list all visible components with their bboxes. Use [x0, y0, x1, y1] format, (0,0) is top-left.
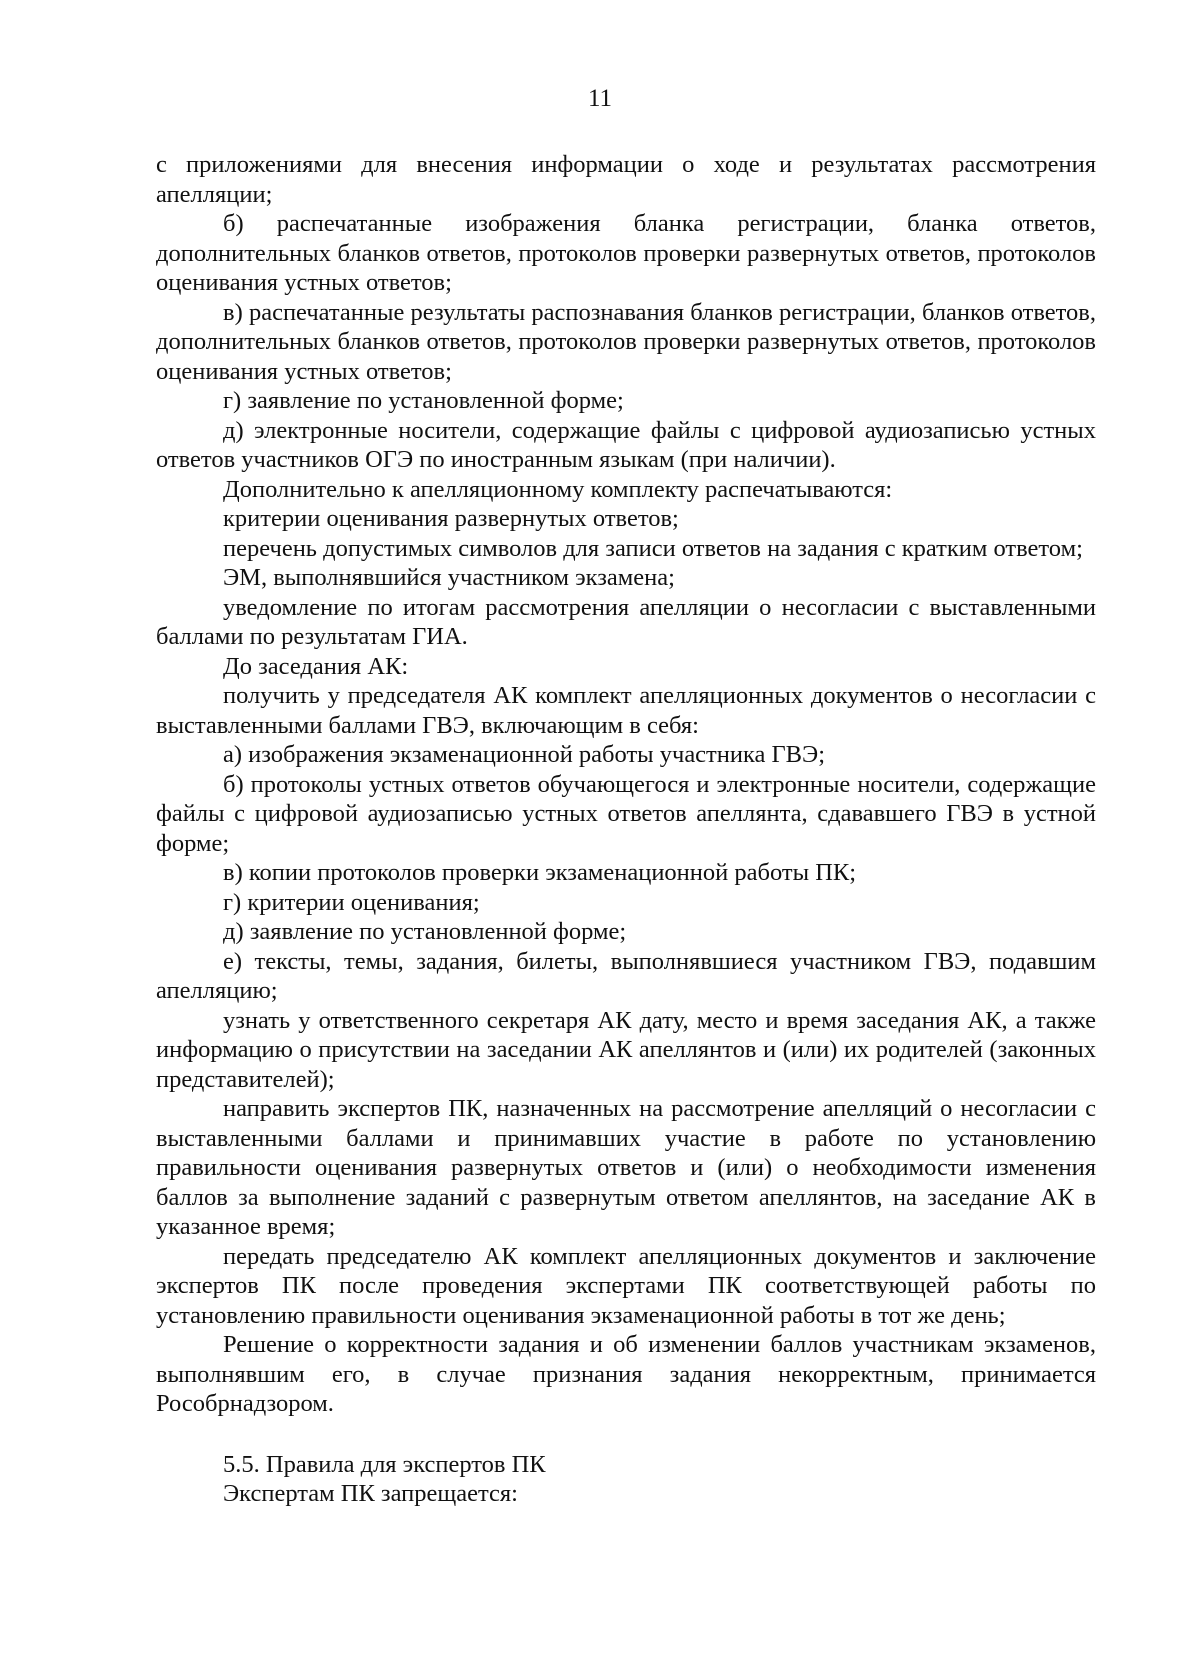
section-heading: 5.5. Правила для экспертов ПК	[223, 1450, 546, 1478]
paragraph: Экспертам ПК запрещается:	[223, 1480, 518, 1507]
paragraph: перечень допустимых символов для записи ответов на задания с кратким ответом;	[223, 534, 1083, 562]
paragraph: ЭМ, выполнявшийся участником экзамена;	[223, 564, 675, 591]
paragraph: б) протоколы устных ответов обучающегося и электронные носители, содержащие файлы с цифровой аудиозаписью устных ответов апеллянта, сдававшего ГВЭ в устной форме;	[156, 770, 1096, 857]
paragraph: До заседания АК:	[223, 652, 409, 680]
paragraph: д) заявление по установленной форме;	[223, 918, 627, 945]
paragraph: в) копии протоколов проверки экзаменационной работы ПК;	[223, 859, 857, 886]
paragraph: Решение о корректности задания и об изменении баллов участникам экзаменов, выполнявшим его, в случае признания задания некорректным, принимается Рособрнадзором.	[156, 1331, 1096, 1417]
paragraph: Дополнительно к апелляционному комплекту распечатываются:	[223, 475, 893, 503]
paragraph: а) изображения экзаменационной работы участника ГВЭ;	[223, 741, 826, 768]
paragraph: направить экспертов ПК, назначенных на рассмотрение апелляций о несогласии с выставленными баллами и принимавших участие в работе по установлению правильности оценивания развернутых ответов и (или) о необходимости изменения баллов за выполнение заданий с развернутым ответом апеллянтов, на заседание АК в указанное время;	[156, 1095, 1096, 1240]
paragraph: г) заявление по установленной форме;	[223, 387, 624, 414]
paragraph: получить у председателя АК комплект апелляционных документов о несогласии с выставленными баллами ГВЭ, включающим в себя:	[156, 682, 1096, 739]
page-number: 11	[587, 85, 613, 112]
paragraph: г) критерии оценивания;	[223, 888, 480, 916]
paragraph: критерии оценивания развернутых ответов;	[223, 505, 679, 532]
paragraph: б) распечатанные изображения бланка регистрации, бланка ответов, дополнительных бланков ответов, протоколов проверки развернутых ответов, протоколов оценивания устных ответов;	[156, 210, 1096, 296]
paragraph: с приложениями для внесения информации о ходе и результатах рассмотрения апелляции;	[156, 151, 1096, 208]
paragraph: узнать у ответственного секретаря АК дату, место и время заседания АК, а также информацию о присутствии на заседании АК апеллянтов и (или) их родителей (законных представителей);	[156, 1006, 1096, 1093]
paragraph: уведомление по итогам рассмотрения апелляции о несогласии с выставленными баллами по результатам ГИА.	[156, 593, 1096, 650]
paragraph: передать председателю АК комплект апелляционных документов и заключение экспертов ПК после проведения экспертами ПК соответствующей работы по установлению правильности оценивания экзаменационной работы в тот же день;	[156, 1242, 1096, 1329]
paragraph: д) электронные носители, содержащие файлы с цифровой аудиозаписью устных ответов участников ОГЭ по иностранным языкам (при наличии).	[156, 416, 1096, 473]
document-body	[156, 150, 1096, 1509]
paragraph: е) тексты, темы, задания, билеты, выполнявшиеся участником ГВЭ, подавшим апелляцию;	[156, 947, 1096, 1004]
paragraph: в) распечатанные результаты распознавания бланков регистрации, бланков ответов, дополнительных бланков ответов, протоколов проверки развернутых ответов, протоколов оценивания устных ответов;	[156, 298, 1096, 385]
